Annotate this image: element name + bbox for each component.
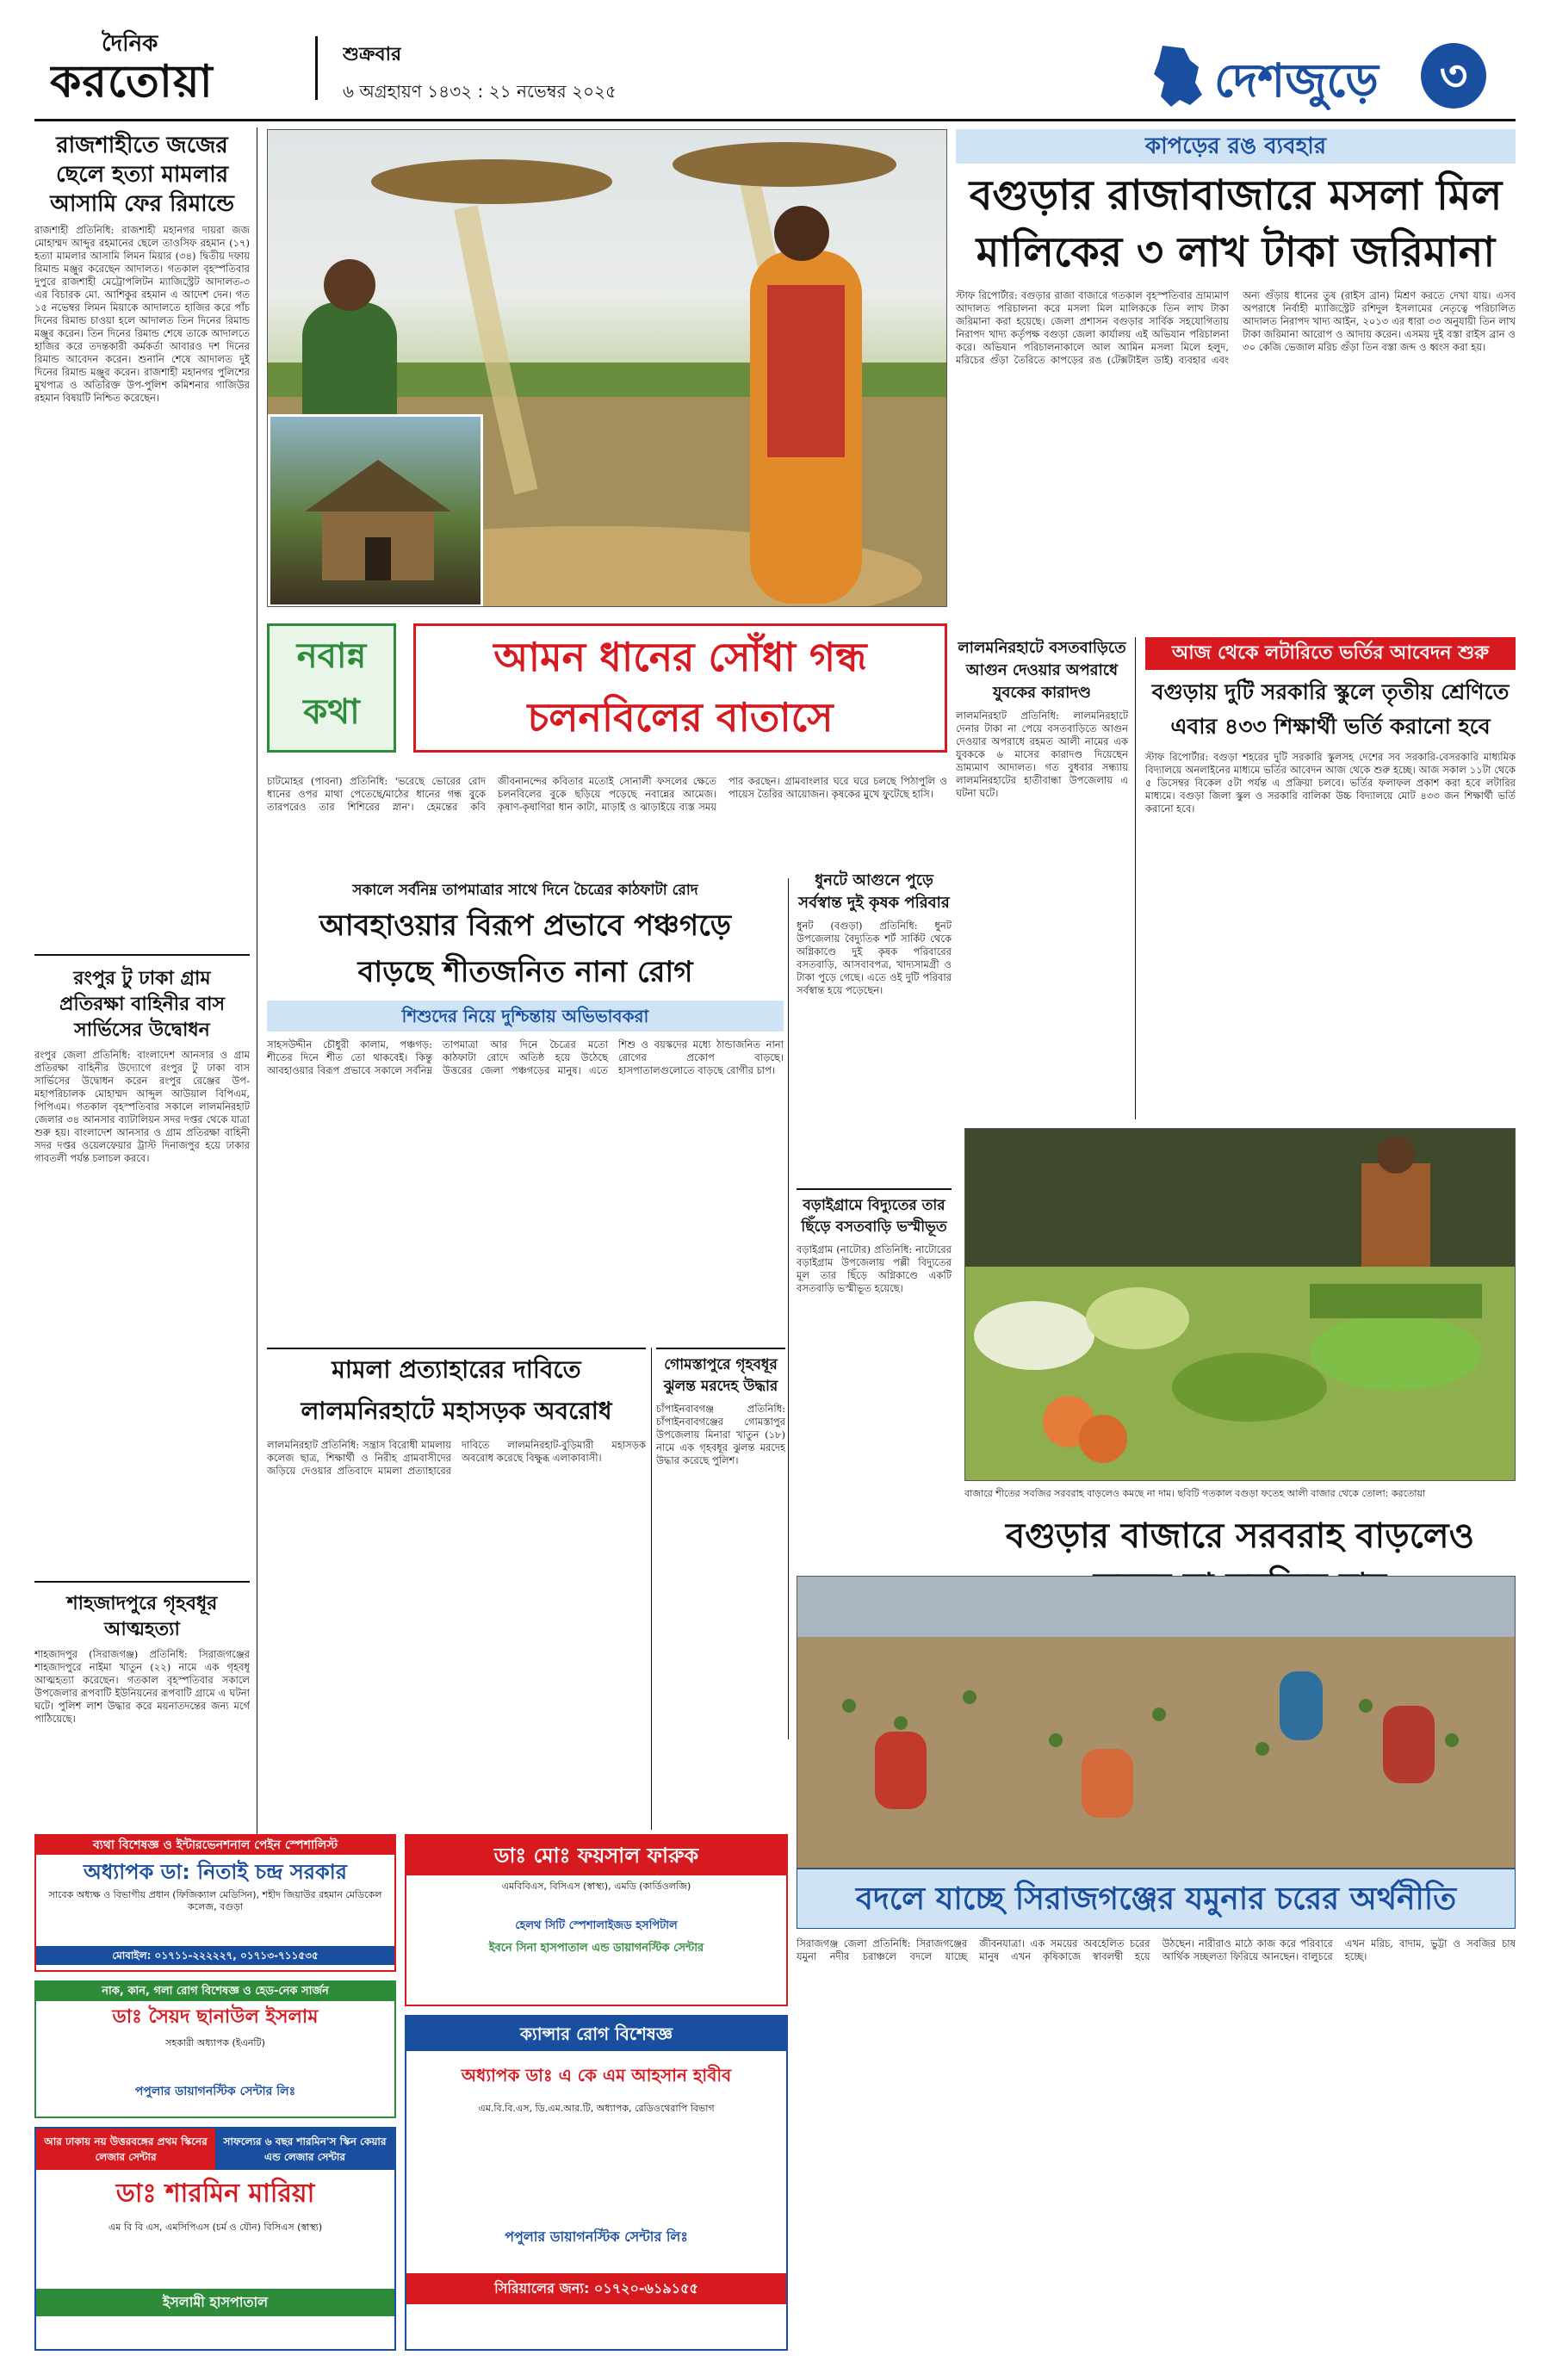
ad2-name: ডাঃ সৈয়দ ছানাউল ইসলাম (112, 2006, 319, 2028)
jamuna-headline: বদলে যাচ্ছে সিরাজগঞ্জের যমুনার চরের অর্থনীতি (855, 1881, 1457, 1917)
ad4-name: ডাঃ শারমিন মারিয়া (115, 2179, 315, 2209)
ad2-clinic: পপুলার ডায়াগনস্টিক সেন্টার লিঃ (134, 2085, 296, 2098)
masthead-divider (315, 36, 318, 100)
ad-cancer-specialist[interactable] (405, 2015, 788, 2351)
story-weather (267, 878, 784, 1343)
nobanno-section (267, 613, 947, 794)
story-road-block (267, 1348, 646, 1830)
page-number-badge (1421, 43, 1486, 108)
ad4-hosp: ইসলামী হাসপাতাল (36, 2289, 394, 2316)
issue-date: ৬ অগ্রহায়ণ ১৪৩২ : ২১ নভেম্বর ২০২৫ (343, 81, 617, 102)
ad5-phone: সিরিয়ালের জন্য: ০১৭২০-৬১৯১৫৫ (406, 2273, 786, 2304)
issue-day: শুক্রবার (343, 44, 402, 65)
nobanno-box (267, 623, 396, 753)
nobanno-headline-box (413, 623, 947, 753)
section-title: দেশজুড়ে (1214, 53, 1379, 108)
story-rangpur-body: রংপুর জেলা প্রতিনিধি: বাংলাদেশ আনসার ও গ্রাম প্রতিরক্ষা বাহিনীর উদ্যোগে রংপুর টু ঢাকা বাস সার্ভিসের উদ্বোধন করেন রংপুর রেঞ্জের উপ-মহাপরিচালক মোহাম্মদ আব্দুল আউয়াল বিপিএম, পিপিএম। গতকাল বৃহস্পতিবার সকালে লালমনিরহাট জেলার ৩৪ আনসার ব্যাটালিয়ন সদর দপ্তর থেকে যাত্রা শুরু হয়। বাংলাদেশ আনসার ও গ্রাম প্রতিরক্ষা বাহিনী সদর দপ্তর ওয়েলফেয়ার ট্রাস্ট দিনাজপুর হয়ে ঢাকার গাবতলী পর্যন্ত চলাচল করবে। (34, 1049, 250, 1164)
ad-ent-specialist[interactable] (34, 1980, 396, 2118)
page-number: ৩ (1439, 51, 1468, 101)
ad5-clinic: পপুলার ডায়াগনস্টিক সেন্টার লিঃ (505, 2228, 688, 2245)
hut-scene (270, 417, 483, 607)
gomostapur-body: চাঁপাইনবাবগঞ্জ প্রতিনিধি: চাঁপাইনবাবগঞ্জের গোমস্তাপুর উপজেলায় মিনারা খাতুন (১৮) নামে এক গৃহবধূর ঝুলন্ত মরদেহ উদ্ধার করেছে পুলিশ। (656, 1403, 785, 1466)
vegetable-scene (965, 1129, 1516, 1481)
jamuna-body: সিরাজগঞ্জ জেলা প্রতিনিধি: সিরাজগঞ্জের যমুনা নদীর চরাঞ্চলে বদলে যাচ্ছে জীবনযাত্রা। এক সময়ের অবহেলিত চরের মানুষ এখন কৃষিকাজে স্বাবলম্বী হয়ে উঠছেন। নারীরাও মাঠে কাজ করে পরিবারে আর্থিক সচ্ছলতা ফিরিয়ে আনছেন। বালুচরে এখন মরিচ, বাদাম, ভুট্টা ও সবজির চাষ হচ্ছে। (797, 1937, 1516, 1962)
char-field-scene (797, 1577, 1516, 1869)
section-badge (1145, 41, 1507, 110)
vegetable-photo-caption: বাজারে শীতের সবজির সরবরাহ বাড়লেও কমছে না দাম। ছবিটি গতকাল বগুড়া ফতেহ আলী বাজার থেকে তোলা: করতোয়া (964, 1488, 1426, 1499)
story-gomostapur (656, 1348, 785, 1830)
lottery-banner (1145, 637, 1516, 670)
top-story-kicker: কাপড়ের রঙ ব্যবহার (1144, 133, 1327, 159)
ad5-line: এম.বি.বি.এস, ডি.এম.আর.টি, অধ্যাপক, রেডিওথেরাপি বিভাগ (478, 2103, 715, 2114)
masthead (0, 0, 1550, 129)
ad4-left: আর ঢাকায় নয় উত্তরবঙ্গের প্রথম স্কিনের লেজার সেন্টার (36, 2129, 215, 2170)
ad-cardiology[interactable] (405, 1834, 788, 2006)
ad2-line: সহকারী অধ্যাপক (ইএনটি) (165, 2037, 265, 2048)
top-story-body: স্টাফ রিপোর্টার: বগুড়ার রাজা বাজারে গতকাল বৃহস্পতিবার ভ্রাম্যমাণ আদালত পরিচালনা করে মসলা মিল মালিককে তিন লাখ টাকা জরিমানা করা হয়েছে। জেলা প্রশাসন বগুড়ার সার্বিক সহযোগিতায় নিরাপদ খাদ্য কর্তৃপক্ষ বগুড়া জেলা কার্যালয় এই অভিযান পরিচালনা করে। অভিযান পরিচালনাকালে আল আমিন মসলা মিলে হলুদ, মরিচের গুঁড়া তৈরিতে কাপড়ের রঙ (টেক্সটাইল ডাই) ব্যবহার এবং অন্য গুঁড়ায় ধানের তুষ (রাইস ব্রান) মিশ্রণ করতে দেখা যায়। এসব অপরাধে নির্বাহী ম্যাজিস্ট্রেট রশিদুল ইসলামের নেতৃত্বে পরিচালিত আদালত নিরাপদ খাদ্য আইন, ২০১৩ এর ধারা ৩৩ অনুযায়ী তিন লাখ টাকা জরিমানা আরোপ ও আদায় করেন। এসময় দুই বস্তা রাইস ব্রান ও ৩০ কেজি ভেজাল মরিচ গুঁড়া তিন বস্তা জব্দ ও ধ্বংস করা হয়। (956, 289, 1516, 366)
weather-subhead: শিশুদের নিয়ে দুশ্চিন্তায় অভিভাবকরা (401, 1006, 649, 1026)
top-story (956, 129, 1516, 629)
ad1-line: সাবেক অধ্যক্ষ ও বিভাগীয় প্রধান (ফিজিক্যাল মেডিসিন), শহীদ জিয়াউর রহমান মেডিকেল কলেজ, বগুড়া (48, 1889, 382, 1912)
mid-divider-3 (651, 1348, 652, 1830)
nobanno-headline-2: চলনবিলের বাতাসে (527, 694, 834, 741)
story-electric (797, 1188, 952, 1447)
ad1-top: ব্যথা বিশেষজ্ঞ ও ইন্টারভেনশনাল পেইন স্পেশালিস্ট (36, 1836, 394, 1855)
story-lalmonirhat-fire (956, 637, 1128, 1119)
nobanno-headline-1: আমন ধানের সোঁধা গন্ধ (493, 634, 867, 680)
fire-farmers-body: ধুনট (বগুড়া) প্রতিনিধি: ধুনট উপজেলায় বৈদ্যুতিক শর্ট সার্কিট থেকে অগ্নিকাণ্ডে দুই কৃষক পরিবারের বসতবাড়ি, আসবাবপত্র, খাদ্যসামগ্রী ও টাকা পুড়ে গেছে। এতে ওই দুটি পরিবার সর্বস্বান্ত হয়ে পড়েছেন। (797, 920, 952, 996)
top-story-kicker-bar (956, 129, 1516, 164)
ad3-h1: হেলথ সিটি স্পেশালাইজড হসপিটাল (515, 1919, 678, 1932)
weather-headline-2: বাড়ছে শীতজনিত নানা রোগ (357, 955, 693, 989)
weather-subhead-bar (267, 1001, 784, 1032)
electric-headline: বড়াইগ্রামে বিদ্যুতের তার ছিঁড়ে বসতবাড়ি ভস্মীভূত (801, 1197, 947, 1236)
story-fire-farmers (797, 870, 952, 1180)
ad3-line: এমবিবিএস, বিসিএস (স্বাস্থ্য), এমডি (কার্ডিওলজি) (501, 1881, 691, 1892)
top-story-headline-2: মালিকের ৩ লাখ টাকা জরিমানা (976, 228, 1496, 276)
mid-divider-2 (788, 878, 789, 1739)
nobanno-body: চাটমোহর (পাবনা) প্রতিনিধি: 'ভরেছে ভোরের রোদ ধানের ওপর মাথা পেতেছে/মাঠের ধানের গন্ধ বুকে তারপরেও তার শিশিরের স্নান'। হেমন্তের কবি জীবনানন্দের কবিতার মতোই সোনালী ফসলের ক্ষেতে চলনবিলের বুকে ছড়িয়ে পড়েছে নবান্নের আমেজ। কৃষাণ-কৃষাণিরা ধান কাটা, মাড়াই ও ঝাড়াইয়ে ব্যস্ত সময় পার করছেন। গ্রামবাংলার ঘরে ঘরে চলছে পিঠাপুলি ও পায়েস তৈরির আয়োজন। কৃষকের মুখে ফুটেছে হাসি। (267, 775, 947, 813)
road-block-body: লালমনিরহাট প্রতিনিধি: সন্ত্রাস বিরোধী মামলায় কলেজ ছাত্র, শিক্ষার্থী ও নিরীহ গ্রামবাসীদের জড়িয়ে দেওয়ার প্রতিবাদে মামলা প্রত্যাহারের দাবিতে লালমনিরহাট-বুড়িমারী মহাসড়ক অবরোধ করেছে বিক্ষুব্ধ এলাকাবাসী। (267, 1439, 646, 1477)
fire-farmers-headline: ধুনটে আগুনে পুড়ে সর্বস্বান্ত দুই কৃষক পরিবার (798, 871, 950, 912)
ad5-top: ক্যান্সার রোগ বিশেষজ্ঞ (406, 2017, 786, 2051)
story-jamuna (797, 1869, 1516, 2351)
lottery-headline-2: এবার ৪৩৩ শিক্ষার্থী ভর্তি করানো হবে (1170, 714, 1491, 739)
ad1-phone: মোবাইল: ০১৭১১-২২২২২৭, ০১৭১৩-৭১১৫৩৫ (36, 1946, 394, 1965)
vegetable-market-photo (964, 1128, 1516, 1481)
ad3-h2: ইবনে সিনা হাসপাতাল এন্ড ডায়াগনস্টিক সেন্টার (488, 1942, 704, 1955)
story-shahjadpur-body: শাহজাদপুর (সিরাজগঞ্জ) প্রতিনিধি: সিরাজগঞ্জের শাহজাদপুরে নাইমা খাতুন (২২) নামে এক গৃহবধূ আত্মহত্যা করেছেন। গতকাল বৃহস্পতিবার সকালে উপজেলার রূপবাটি ইউনিয়নের রূপবাটি গ্রামে এ ঘটনা ঘটে। পুলিশ লাশ উদ্ধার করে ময়নাতদন্তের জন্য মর্গে পাঠিয়েছে। (34, 1648, 250, 1725)
ad3-name: ডাঃ মোঃ ফয়সাল ফারুক (406, 1836, 786, 1875)
story-rajshahi-headline: রাজশাহীতে জজের ছেলে হত্যা মামলার আসামি ফের রিমান্ডে (50, 133, 234, 217)
story-shahjadpur-headline: শাহজাদপুরে গৃহবধূর আত্মহত্যা (34, 1581, 250, 1648)
lalmonirhat-fire-headline: লালমনিরহাটে বসতবাড়িতে আগুন দেওয়ার অপরাধে যুবকের কারাদণ্ড (958, 639, 1126, 702)
bangladesh-map-icon (1145, 41, 1206, 110)
bazar-headline-1: বগুড়ার বাজারে সরবরাহ বাড়লেও (1005, 1516, 1475, 1556)
lottery-body: স্টাফ রিপোর্টার: বগুড়া শহরের দুটি সরকারি স্কুলসহ দেশের সব সরকারি-বেসরকারি মাধ্যমিক বিদ্যালয়ে অনলাইনের মাধ্যমে ভর্তির আবেদন আজ থেকে শুরু হচ্ছে। আজ সকাল ১১টা থেকে ৫ ডিসেম্বর বিকেল ৫টা পর্যন্ত এ প্রক্রিয়া চলবে। ভর্তির ফলাফল প্রকাশ করা হবে লটারির মাধ্যমে। বগুড়া জিলা স্কুল ও সরকারি বালিকা উচ্চ বিদ্যালয়ে মোট ৪৩৩ জন শিক্ষার্থী ভর্তি করানো হবে। (1145, 751, 1516, 815)
story-lottery (1145, 637, 1516, 1119)
hut-inset-photo (268, 414, 483, 607)
mid-divider-1 (1135, 637, 1136, 1119)
jamuna-headline-bar (797, 1869, 1516, 1929)
road-block-headline-1: মামলা প্রত্যাহারের দাবিতে (332, 1355, 581, 1384)
logo-top: দৈনিক (102, 31, 158, 57)
ad-skin-laser[interactable] (34, 2127, 396, 2351)
lottery-headline-1: বগুড়ায় দুটি সরকারি স্কুলে তৃতীয় শ্রেণিতে (1151, 679, 1510, 704)
nobanno-box-line1: নবান্ন (296, 636, 367, 676)
story-rajshahi-body: রাজশাহী প্রতিনিধি: রাজশাহী মহানগর দায়রা জজ মোহাম্মদ আব্দুর রহমানের ছেলে তাওসিফ রহমান (১৭) হত্যা মামলার আসামি লিমন মিয়ার (৩৪) দ্বিতীয় দফায় রিমান্ড মঞ্জুর করেছেন আদালত। গতকাল বৃহস্পতিবার দুপুরে রাজশাহী মেট্রোপলিটন ম্যাজিস্ট্রেট আদালত-৩ এর বিচারক মো. আশিকুর রহমান এ আদেশ দেন। গত ১৫ নভেম্বর লিমন মিয়াকে আদালতে হাজির করে পাঁচ দিনের রিমান্ড চাওয়া হলে আদালত তিন দিনের রিমান্ড মঞ্জুর করেন। তিন দিনের রিমান্ড শেষে তাকে আদালতে হাজির করে তদন্তকারী কর্মকর্তা আবারও দশ দিনের রিমান্ড আবেদন করেন। শুনানি শেষে আদালত দুই দিনের রিমান্ড মঞ্জুর করেন। রাজশাহী মহানগর পুলিশের মুখপাত্র ও অতিরিক্ত উপ-পুলিশ কমিশনার গাজিউর রহমান বিষয়টি নিশ্চিত করেছেন। (34, 224, 250, 404)
ad2-top: নাক, কান, গলা রোগ বিশেষজ্ঞ ও হেড-নেক সার্জন (36, 1982, 394, 2001)
ad4-line: এম বি বি এস, এমসিপিএস (চর্ম ও যৌন) বিসিএস (স্বাস্থ্য) (108, 2222, 323, 2233)
weather-kicker: সকালে সর্বনিম্ন তাপমাত্রার সাথে দিনে চৈত্রের কাঠফাটা রোদ (352, 882, 698, 899)
char-field-photo (797, 1576, 1516, 1869)
gomostapur-headline: গোমস্তাপুরে গৃহবধূর ঝুলন্ত মরদেহ উদ্ধার (663, 1356, 778, 1395)
left-column (34, 127, 250, 1832)
top-story-headline-1: বগুড়ার রাজাবাজারে মসলা মিল (969, 171, 1503, 220)
road-block-headline-2: লালমনিরহাটে মহাসড়ক অবরোধ (301, 1397, 612, 1425)
ad-pain-specialist[interactable] (34, 1834, 396, 1972)
masthead-rule (34, 119, 1516, 121)
weather-body: সাহসউদ্দীন চৌধুরী কালাম, পঞ্চগড়: শীতের দিনে শীত তো থাকবেই। কিন্তু আবহাওয়ার বিরূপ প্রভাবে সকালে সর্বনিম্ন তাপমাত্রা আর দিনে চৈত্রের মতো কাঠফাটা রোদে অতিষ্ঠ হয়ে উঠেছে উত্তরের জেলা পঞ্চগড়ের মানুষ। এতে শিশু ও বয়স্কদের মধ্যে ঠান্ডাজনিত নানা রোগের প্রকোপ বাড়ছে। হাসপাতালগুলোতে বাড়ছে রোগীর চাপ। (267, 1038, 784, 1076)
nobanno-box-line2: কথা (303, 692, 360, 732)
electric-body: বড়াইগ্রাম (নাটোর) প্রতিনিধি: নাটোরের বড়াইগ্রাম উপজেলায় পল্লী বিদ্যুতের মূল তার ছিঁড়ে অগ্নিকাণ্ডে একটি বসতবাড়ি ভস্মীভূত হয়েছে। (797, 1243, 952, 1294)
lalmonirhat-fire-body: লালমনিরহাট প্রতিনিধি: লালমনিরহাটে দেনার টাকা না পেয়ে বসতবাড়িতে আগুন দেওয়ার অপরাধে রহমত আলী নামের এক যুবককে ৬ মাসের কারাদণ্ড দিয়েছেন ভ্রাম্যমাণ আদালত। গত বুধবার সন্ধ্যায় লালমনিরহাটের হাতীবান্ধা উপজেলায় এ ঘটনা ঘটে। (956, 710, 1128, 799)
ad1-name: অধ্যাপক ডা: নিতাই চন্দ্র সরকার (84, 1860, 347, 1884)
ad4-right: সাফল্যের ৬ বছর শারমিন'স স্কিন কেয়ার এন্ড লেজার সেন্টার (215, 2129, 394, 2170)
ad4-header-row (36, 2129, 394, 2170)
logo-main: করতোয়া (50, 56, 214, 103)
lottery-banner-text: আজ থেকে লটারিতে ভর্তির আবেদন শুরু (1171, 642, 1490, 664)
story-rangpur-headline: রংপুর টু ঢাকা গ্রাম প্রতিরক্ষা বাহিনীর বাস সার্ভিসের উদ্বোধন (34, 954, 250, 1049)
threshing-photo (267, 129, 947, 607)
ad5-name: অধ্যাপক ডাঃ এ কে এম আহসান হাবীব (461, 2065, 732, 2086)
weather-headline-1: আবহাওয়ার বিরূপ প্রভাবে পঞ্চগড়ে (319, 908, 732, 943)
logo (50, 26, 308, 103)
